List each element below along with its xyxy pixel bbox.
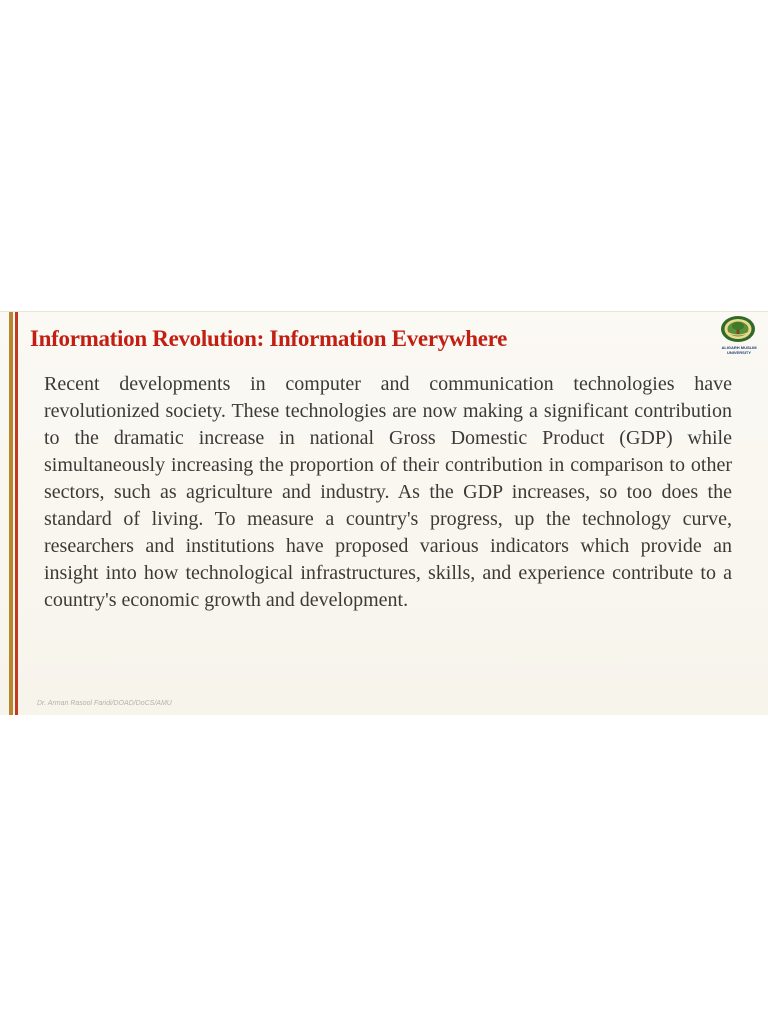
university-logo	[713, 315, 765, 367]
slide-body-text: Recent developments in computer and communication technologies have revolutionized society. These technologies are now making a significant contribution to the dramatic increase in national Gross Domestic Product (GDP) while simultaneously increasing the proportion of their contribution in comparison to other sectors, such as agriculture and industry. As the GDP increases, so too does the standard of living. To measure a country's progress, up the technology curve, researchers and institutions have proposed various indicators which provide an insight into how technological infrastructures, skills, and experience contribute to a country's economic growth and development.	[44, 373, 732, 611]
slide-title: Information Revolution: Information Everywhere	[30, 326, 508, 351]
slide	[0, 311, 768, 715]
university-name-label	[713, 345, 765, 355]
slide-footer-credit: Dr. Arman Rasool Faridi/DOAD/DoCS/AMU	[37, 700, 172, 707]
logo-text-line1: ALIGARH MUSLIM	[721, 345, 757, 350]
logo-text-line2: UNIVERSITY	[726, 350, 751, 355]
university-seal-icon	[720, 315, 756, 343]
left-accent-bar-red	[15, 312, 18, 715]
left-accent-bar-gold	[9, 312, 13, 715]
